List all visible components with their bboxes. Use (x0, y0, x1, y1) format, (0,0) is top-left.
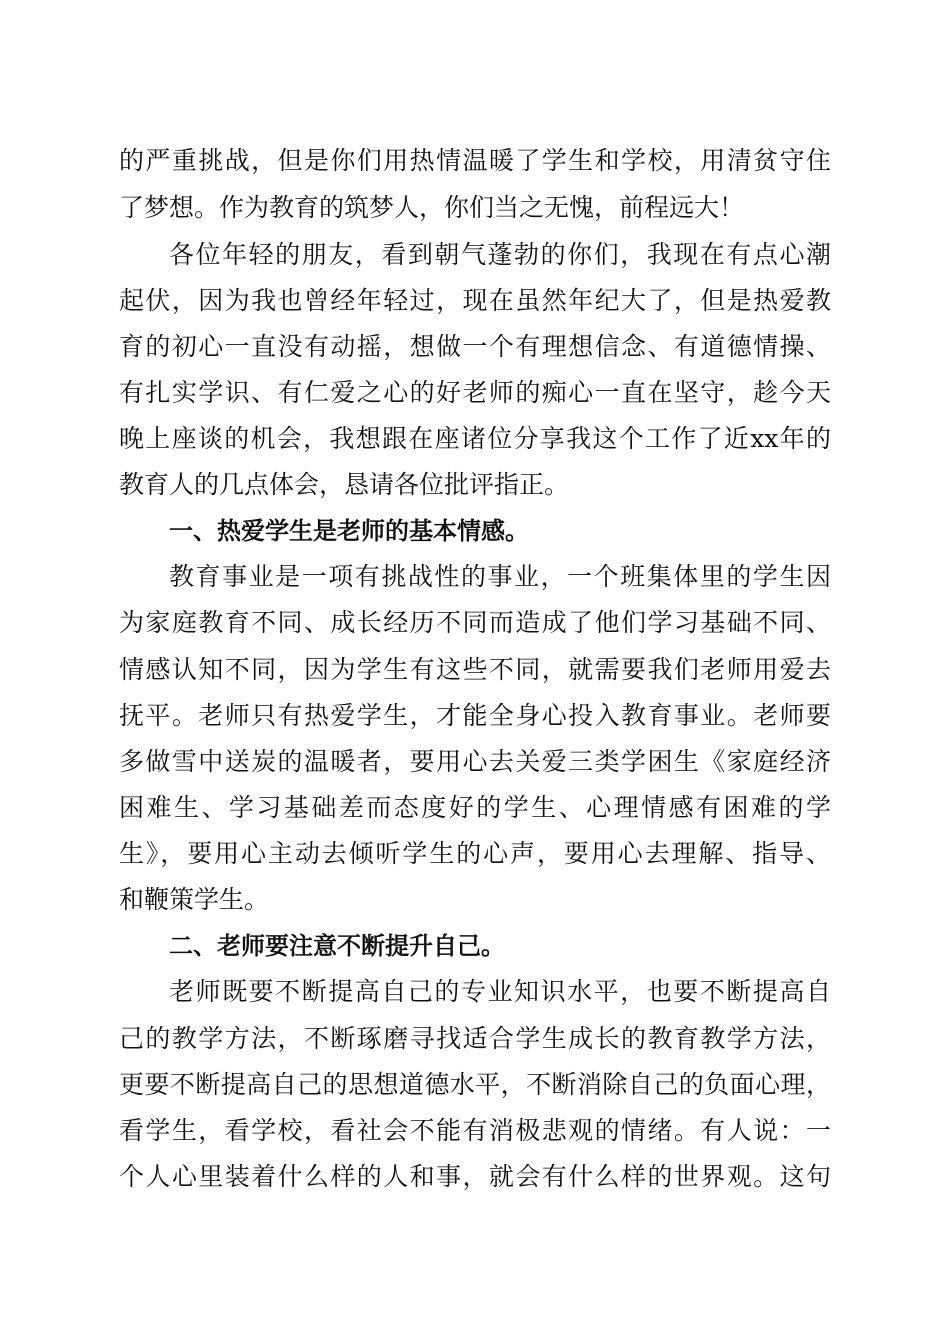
paragraph-3-line-3: 情感认知不同，因为学生有这些不同，就需要我们老师用爱去 (119, 655, 831, 684)
section-heading-1: 一、热爱学生是老师的基本情感。 (169, 517, 529, 545)
paragraph-2-line-5: 晚上座谈的机会，我想跟在座诸位分享我这个工作了近xx年的 (119, 424, 831, 453)
paragraph-3-line-8: 和鞭策学生。 (119, 885, 270, 914)
paragraph-3-line-6: 困难生、学习基础差而态度好的学生、心理情感有困难的学 (119, 793, 831, 822)
paragraph-3-line-4: 抚平。老师只有热爱学生，才能全身心投入教育事业。老师要 (119, 701, 831, 730)
section-heading-2: 二、老师要注意不断提升自己。 (169, 932, 505, 960)
paragraph-1-line-2: 了梦想。作为教育的筑梦人，你们当之无愧，前程远大！ (119, 193, 745, 222)
paragraph-4-line-2: 己的教学方法，不断琢磨寻找适合学生成长的教育教学方法， (119, 1024, 831, 1053)
paragraph-3-line-1: 教育事业是一项有挑战性的事业，一个班集体里的学生因 (169, 562, 831, 591)
paragraph-3-line-7: 生》，要用心主动去倾听学生的心声，要用心去理解、指导、 (119, 839, 831, 868)
paragraph-2-line-6: 教育人的几点体会，恳请各位批评指正。 (119, 470, 570, 499)
paragraph-4-line-3: 更要不断提高自己的思想道德水平，不断消除自己的负面心理， (119, 1070, 831, 1099)
paragraph-4-line-1: 老师既要不断提高自己的专业知识水平，也要不断提高自 (169, 977, 831, 1006)
paragraph-2-line-1: 各位年轻的朋友，看到朝气蓬勃的你们，我现在有点心潮 (169, 240, 831, 269)
paragraph-2-line-2: 起伏，因为我也曾经年轻过，现在虽然年纪大了，但是热爱教 (119, 286, 831, 315)
paragraph-4-line-4: 看学生，看学校，看社会不能有消极悲观的情绪。有人说：一 (119, 1116, 831, 1145)
paragraph-4-line-5: 个人心里装着什么样的人和事，就会有什么样的世界观。这句 (119, 1162, 831, 1191)
paragraph-3-line-2: 为家庭教育不同、成长经历不同而造成了他们学习基础不同、 (119, 608, 831, 637)
paragraph-2-line-3: 育的初心一直没有动摇，想做一个有理想信念、有道德情操、 (119, 332, 831, 361)
paragraph-1-line-1: 的严重挑战，但是你们用热情温暖了学生和学校，用清贫守住 (119, 146, 831, 175)
paragraph-2-line-4: 有扎实学识、有仁爱之心的好老师的痴心一直在坚守，趁今天 (119, 378, 831, 407)
paragraph-3-line-5: 多做雪中送炭的温暖者，要用心去关爱三类学困生《家庭经济 (119, 747, 831, 776)
